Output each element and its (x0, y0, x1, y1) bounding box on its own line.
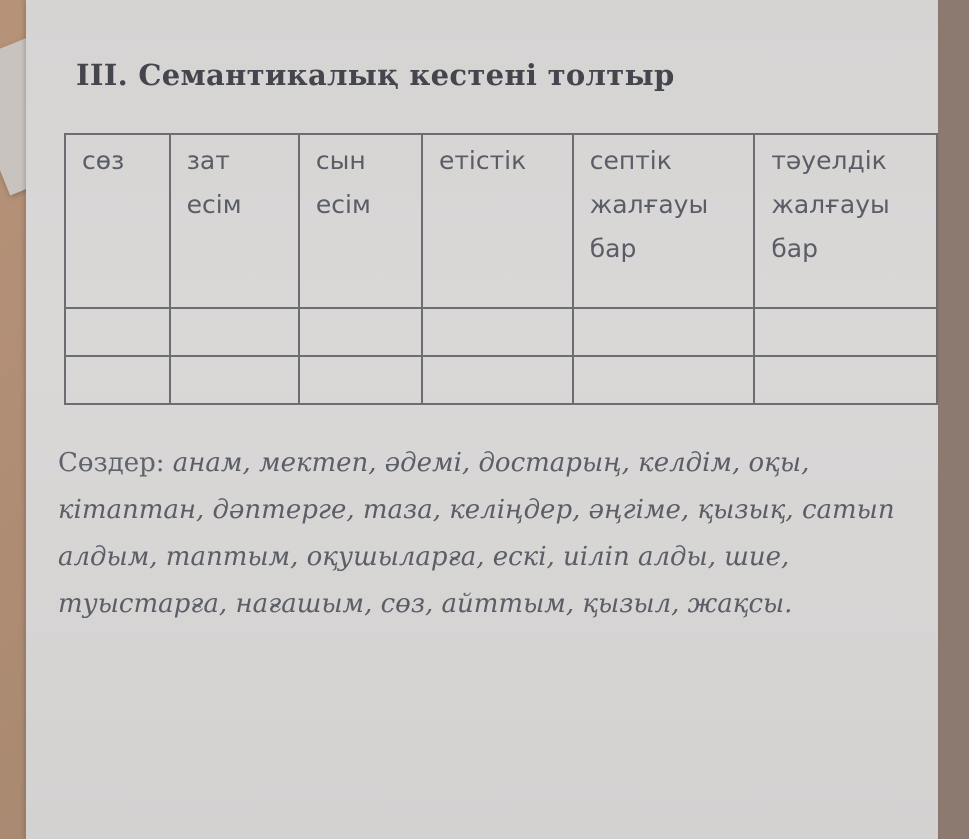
table-row (65, 308, 937, 356)
word-list-items: анам, мектеп, әдемі, достарың, келдім, оқы, кітаптан, дәптерге, таза, келіңдер, әңгіме, қызық, сатып алдым, таптым, оқушыларға, ескі, иіліп алды, шие, туыстарға, нағашым, сөз, айттым, қызыл, жақсы. (58, 448, 895, 619)
header-cell-word: сөз (65, 134, 170, 308)
table-cell[interactable] (170, 356, 299, 404)
table-row (65, 356, 937, 404)
table-cell[interactable] (573, 308, 755, 356)
table-cell[interactable] (573, 356, 755, 404)
header-cell-possessive-ending: тәуелдік жалғауы бар (754, 134, 937, 308)
semantic-table (64, 133, 938, 405)
table-cell[interactable] (299, 308, 422, 356)
table-cell[interactable] (170, 308, 299, 356)
word-list-label: Сөздер: (58, 448, 165, 478)
word-list-paragraph (58, 440, 918, 628)
exercise-title: III. Семантикалық кестені толтыр (76, 58, 675, 92)
header-cell-verb: етістік (422, 134, 573, 308)
page-edge-shadow (938, 0, 969, 839)
table-cell[interactable] (754, 308, 937, 356)
header-cell-noun: зат есім (170, 134, 299, 308)
table-header-row (65, 134, 937, 308)
table-cell[interactable] (299, 356, 422, 404)
table-cell[interactable] (422, 308, 573, 356)
header-cell-adjective: сын есім (299, 134, 422, 308)
table-cell[interactable] (754, 356, 937, 404)
table-cell[interactable] (65, 308, 170, 356)
worksheet-page (26, 0, 938, 839)
table-cell[interactable] (422, 356, 573, 404)
table-cell[interactable] (65, 356, 170, 404)
header-cell-case-ending: септік жалғауы бар (573, 134, 755, 308)
